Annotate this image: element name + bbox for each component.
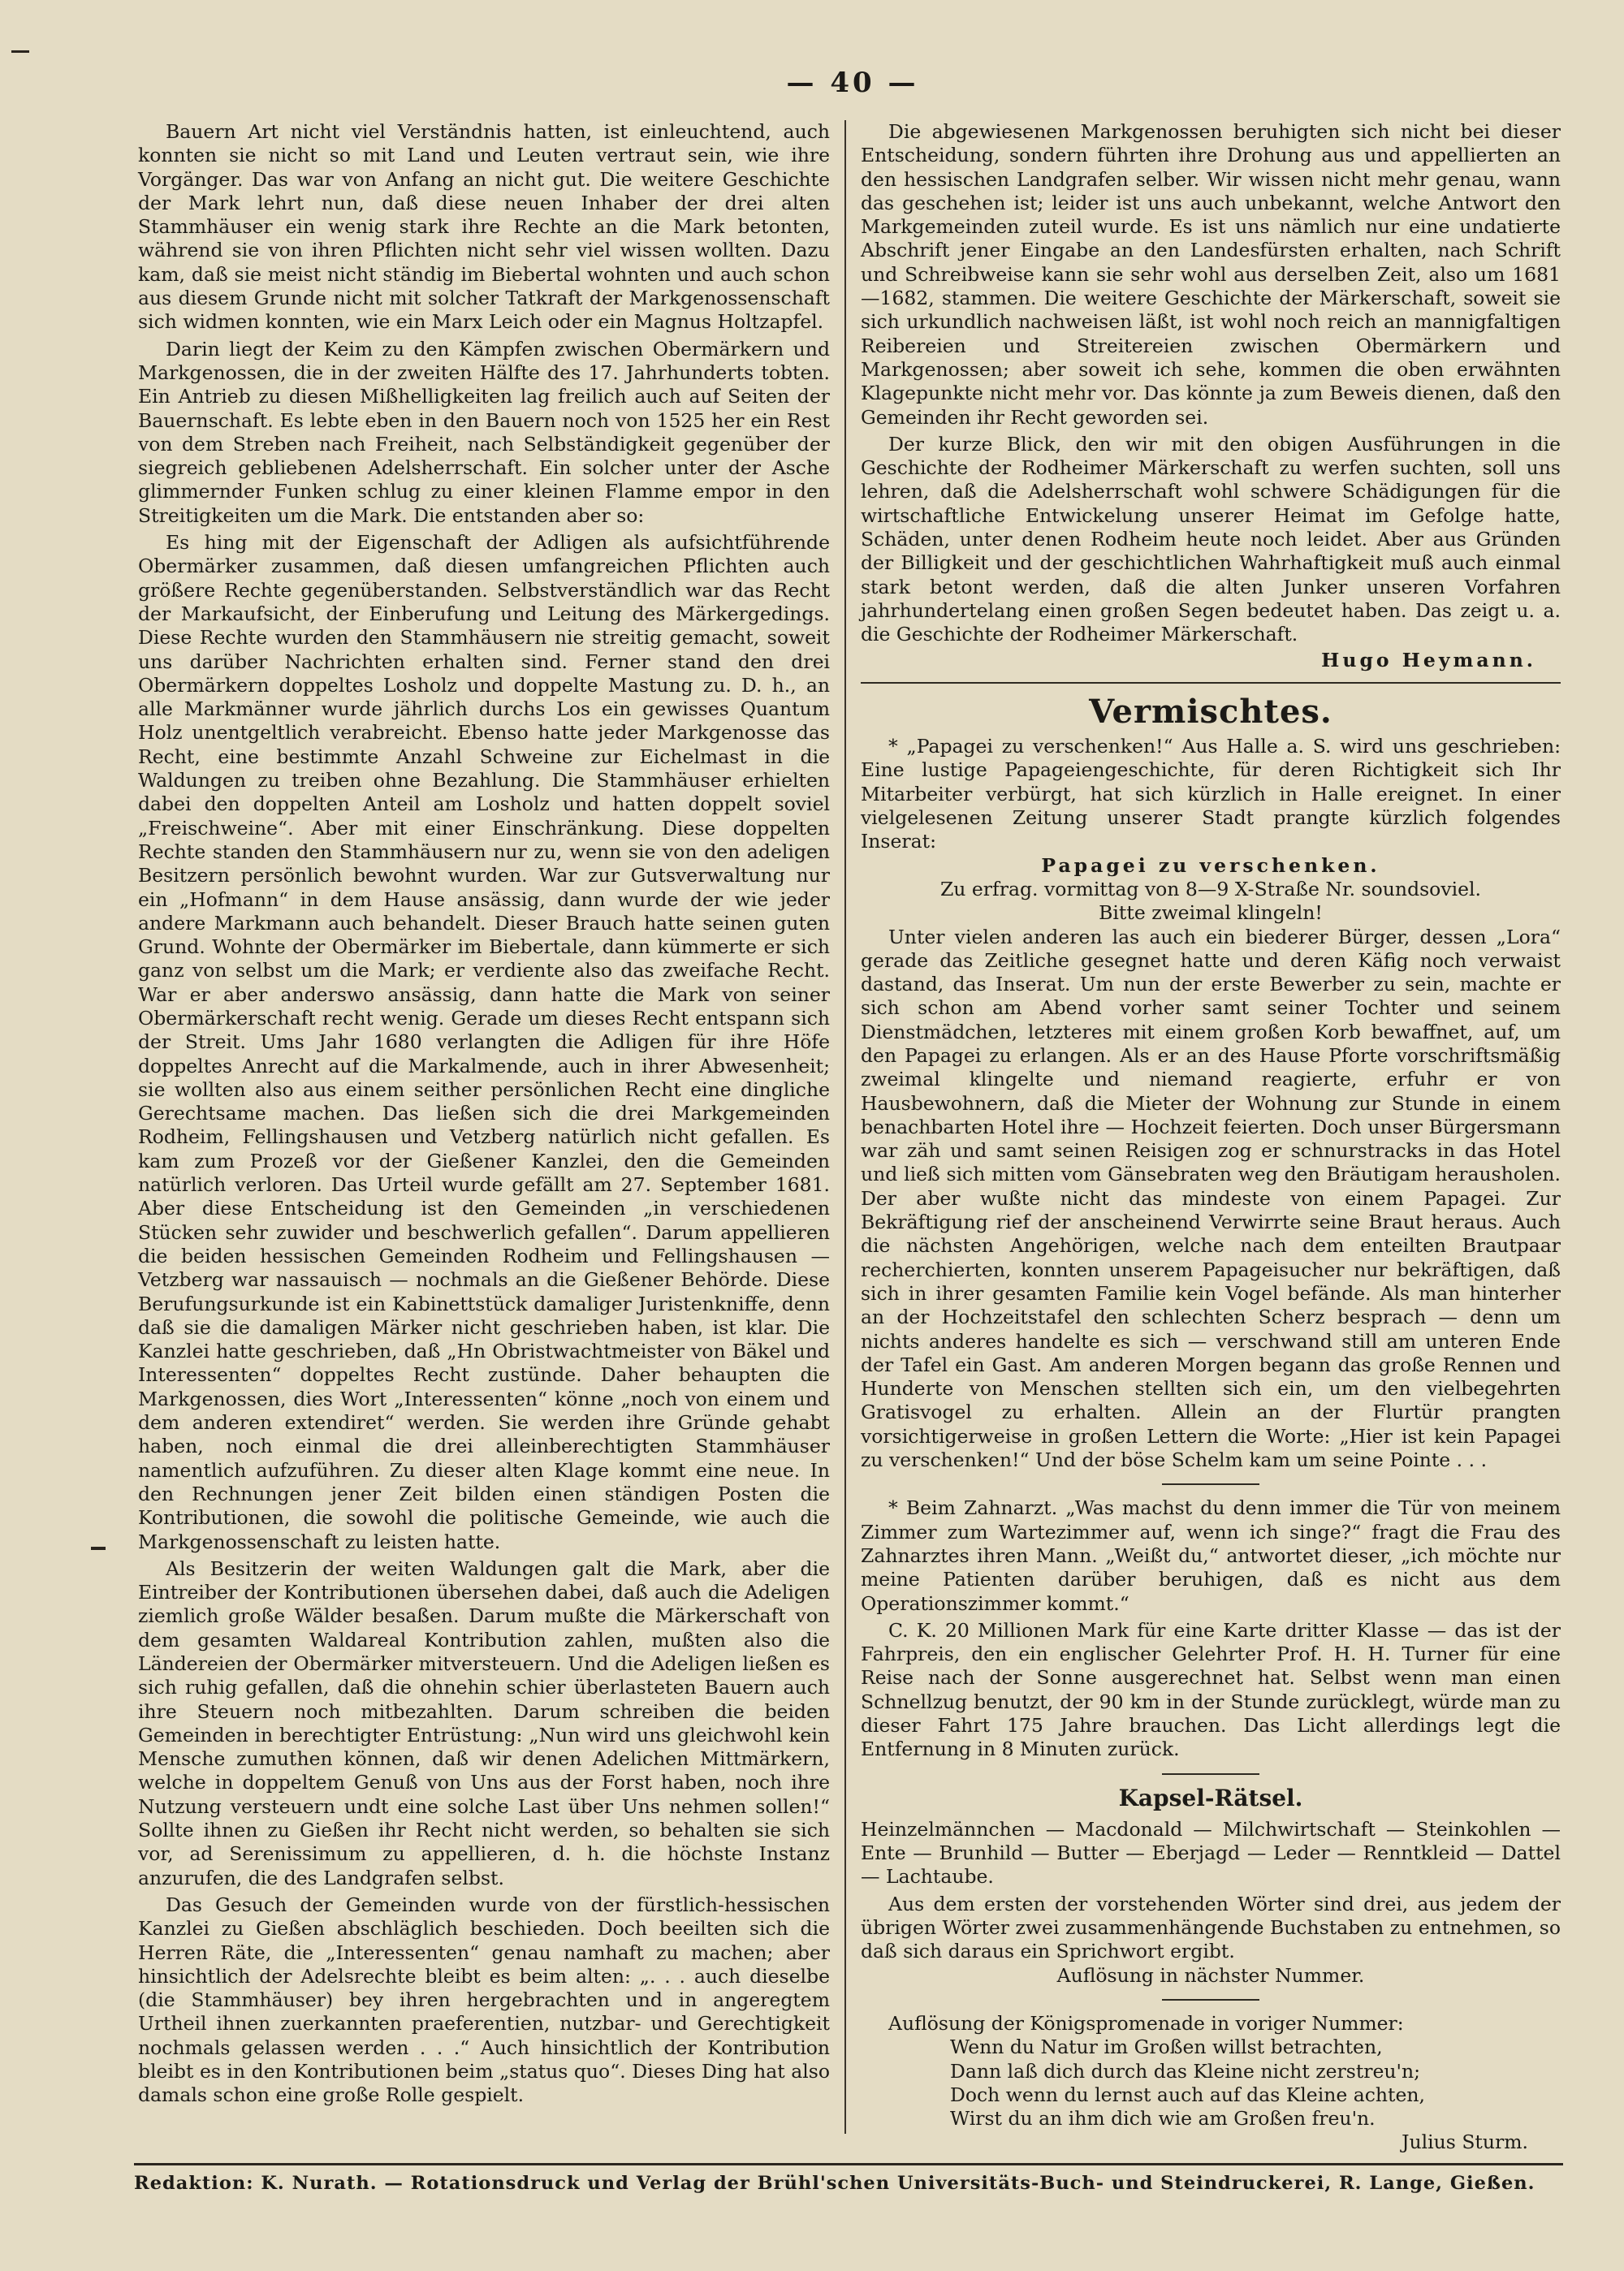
poem-line: Wirst du an ihm dich wie am Großen freu'n. xyxy=(950,2107,1376,2131)
poem-line: Wenn du Natur im Großen willst betrachten, xyxy=(950,2036,1383,2059)
solution-poem xyxy=(861,2036,1561,2131)
column-divider xyxy=(844,120,846,2134)
footer-rule xyxy=(134,2163,1563,2165)
article-paragraph: Das Gesuch der Gemeinden wurde von der fürstlich-hessischen Kanzlei zu Gießen abschläglich beschieden. Doch beeilten sich die Herren Räte, die „Interessenten“ genau namhaft zu machen; aber hinsichtlich der Adelsrechte bleibt es beim alten: „. . . auch dieselbe (die Stammhäuser) bey ihren hergebrachten und in angeregtem Urtheil ihnen zuerkannten praeferentien, nutzbar- und Gerechtigkeit nochmals gelassen werden . . .“ Auch hinsichtlich der Kontribution bleibt es in den Kontributionen beim „status quo“. Dieses Ding hat also damals schon eine große Rolle gespielt. xyxy=(138,1893,830,2107)
puzzle-next-note: Auflösung in nächster Nummer. xyxy=(1056,1963,1365,1987)
article-paragraph: Darin liegt der Keim zu den Kämpfen zwischen Obermärkern und Markgenossen, die in der zweiten Hälfte des 17. Jahrhunderts tobten. Ein Antrieb zu diesen Mißhelligkeiten lag freilich auch auf Seiten der Bauernschaft. Es lebte eben in den Bauern noch von 1525 her ein Rest von dem Streben nach Freiheit, nach Selbständigkeit gegenüber der siegreich gebliebenen Adelsherrschaft. Ein solcher unter der Asche glimmernder Funken schlug zu einer kleinen Flamme empor in den Streitigkeiten um die Mark. Die entstanden aber so: xyxy=(138,337,830,527)
news-item-intro: * „Papagei zu verschenken!“ Aus Halle a. S. wird uns geschrieben: Eine lustige Papageiengeschichte, für deren Richtigkeit sich Ihr Mitarbeiter verbürgt, hat sich kürzlich in Halle ereignet. In einer vielgelesenen Zeitung unserer Stadt prangte kürzlich folgendes Inserat: xyxy=(861,735,1561,853)
ad-line: Zu erfrag. vormittag von 8—9 X-Straße Nr. soundsoviel. xyxy=(939,877,1482,900)
puzzle-instruction: Aus dem ersten der vorstehenden Wörter sind drei, aus jedem der übrigen Wörter zwei zusammenhängende Buchstaben zu entnehmen, so daß sich daraus ein Sprichwort ergibt. xyxy=(861,1892,1561,1963)
news-item: C. K. 20 Millionen Mark für eine Karte dritter Klasse — das ist der Fahrpreis, den ein englischer Gelehrter Prof. H. H. Turner für eine Reise nach der Sonne ausgerechnet hat. Selbst wenn man einen Schnellzug benutzt, der 90 km in der Stunde zurücklegt, würde man zu dieser Fahrt 175 Jahre brauchen. Das Licht allerdings legt die Entfernung in 8 Minuten zurück. xyxy=(861,1618,1561,1761)
left-column xyxy=(138,120,830,2108)
imprint-footer: Redaktion: K. Nurath. — Rotationsdruck und Verlag der Brühl'schen Universitäts-Buch- und Steindruckerei, R. Lange, Gießen. xyxy=(134,2173,1535,2194)
ad-line: Bitte zweimal klingeln! xyxy=(1099,901,1323,925)
article-paragraph: Der kurze Blick, den wir mit den obigen Ausführungen in die Geschichte der Rodheimer Märkerschaft zu werfen suchten, soll uns lehren, daß die Adelsherrschaft wohl schwere Schädigungen für die wirtschaftliche Entwickelung unserer Heimat im Gefolge hatte, Schäden, unter denen Rodheim heute noch leidet. Aber aus Gründen der Billigkeit und der geschichtlichen Wahrhaftigkeit muß auch einmal stark betont werden, daß die alten Junker unseren Vorfahren jahrhundertelang einen großen Segen bedeutet haben. Das zeigt u. a. die Geschichte der Rodheimer Märkerschaft. xyxy=(861,432,1561,646)
item-divider xyxy=(1162,1773,1259,1775)
right-column xyxy=(861,120,1561,2155)
poem-line: Dann laß dich durch das Kleine nicht zerstreu'n; xyxy=(950,2059,1421,2083)
poem-author: Julius Sturm. xyxy=(1402,2131,1528,2154)
puzzle-words: Heinzelmännchen — Macdonald — Milchwirtschaft — Steinkohlen — Ente — Brunhild — Butter — Eberjagd — Leder — Renntkleid — Dattel — Lachtaube. xyxy=(861,1817,1561,1889)
article-paragraph: Die abgewiesenen Markgenossen beruhigten sich nicht bei dieser Entscheidung, sondern führten ihre Drohung aus und appellierten an den hessischen Landgrafen selber. Wir wissen nicht mehr genau, wann das geschehen ist; leider ist uns auch unbekannt, welche Antwort den Markgemeinden zuteil wurde. Es ist uns nämlich nur eine undatierte Abschrift jener Eingabe an den Landesfürsten erhalten, nach Schrift und Schreibweise kann sie sehr wohl aus derselben Zeit, also um 1681—1682, stammen. Die weitere Geschichte der Märkerschaft, soweit sie sich urkundlich nachweisen läßt, ist wohl noch reich an mannigfaltigen Reibereien und Streitereien zwischen Obermärkern und Markgenossen; aber soweit ich sehe, kommen die oben erwähnten Klagepunkte nicht mehr vor. Das könnte ja zum Beweis dienen, daß den Gemeinden ihr Recht geworden sei. xyxy=(861,120,1561,429)
section-title: Vermischtes. xyxy=(1089,692,1332,731)
poem-line: Doch wenn du lernst auch auf das Kleine achten, xyxy=(950,2083,1426,2106)
edge-mark xyxy=(91,1547,106,1550)
solution-heading: Auflösung der Königspromenade in voriger Nummer: xyxy=(888,2011,1404,2035)
article-paragraph: Es hing mit der Eigenschaft der Adligen als aufsichtführende Obermärker zusammen, daß diesen umfangreichen Pflichten auch größere Rechte gegenüberstanden. Selbstverständlich war das Recht der Markaufsicht, der Einberufung und Leitung des Märkergedings. Diese Rechte wurden den Stammhäusern nie streitig gemacht, soweit uns darüber Nachrichten erhalten sind. Ferner stand den drei Obermärkern doppeltes Losholz und doppelte Mastung zu. D. h., an alle Markmänner wurde jährlich durchs Los ein gewisses Quantum Holz unentgeltlich verabreicht. Ebenso hatte jeder Markgenosse das Recht, eine bestimmte Anzahl Schweine zur Eichelmast in die Waldungen zu treiben ohne Bezahlung. Die Stammhäuser erhielten dabei den doppelten Anteil am Losholz und hatten doppelt soviel „Freischweine“. Aber mit einer Einschränkung. Diese doppelten Rechte standen den Stammhäusern nur zu, wenn sie von den adeligen Besitzern persönlich bewohnt wurden. War zur Gutsverwaltung nur ein „Hofmann“ in dem Hause ansässig, dann wurde der wie jeder andere Markmann auch behandelt. Dieser Brauch hatte seinen guten Grund. Wohnte der Obermärker im Biebertale, dann kümmerte er sich ganz von selbst um die Mark; er verdiente also das zweifache Recht. War er aber anderswo ansässig, dann hatte die Mark von seiner Obermärkerschaft recht wenig. Gerade um dieses Recht entspann sich der Streit. Ums Jahr 1680 verlangten die Adligen für ihre Höfe doppeltes Anrecht auf die Markalmende, auch in ihrer Abwesenheit; sie wollten also aus einem seither persönlichen Recht eine dingliche Gerechtsame machen. Das ließen sich die drei Markgemeinden Rodheim, Fellingshausen und Vetzberg natürlich nicht gefallen. Es kam zum Prozeß vor der Gießener Kanzlei, den die Gemeinden natürlich verloren. Das Urteil wurde gefällt am 27. September 1681. Aber diese Entscheidung ist den Gemeinden „in verschiedenen Stücken sehr zuwider und beschwerlich gefallen“. Darum appellieren die beiden hessischen Gemeinden Rodheim und Fellingshausen — Vetzberg war nassauisch — nochmals an die Gießener Behörde. Diese Berufungsurkunde ist ein Kabinettstück damaliger Juristenkniffe, denn daß sie die damaligen Märker nicht geschrieben haben, ist klar. Die Kanzlei hatte geschrieben, daß „Hn Obristwachtmeister von Bäkel und Interessenten“ doppeltes Recht zustünde. Daher behaupten die Markgenossen, dies Wort „Interessenten“ könne „noch von einem und dem anderen extendiret“ werden. Sie werden ihre Gründe gehabt haben, noch einmal die drei alleinberechtigten Stammhäuser namentlich aufzuführen. Zu dieser alten Klage kommt eine neue. In den Rechnungen jener Zeit bilden einen ständigen Posten die Kontributionen, die sowohl die politische Gemeinde, wie auch die Markgenossenschaft zu leisten hatte. xyxy=(138,531,830,1553)
section-divider xyxy=(861,682,1561,684)
puzzle-title: Kapsel-Rätsel. xyxy=(1118,1784,1303,1811)
author-signature: Hugo Heymann. xyxy=(1321,648,1536,671)
corner-mark xyxy=(11,50,29,53)
item-divider xyxy=(1162,1483,1259,1485)
article-paragraph: Bauern Art nicht viel Verständnis hatten, ist einleuchtend, auch konnten sie nicht so mit Land und Leuten vertraut sein, wie ihre Vorgänger. Das war von Anfang an nicht gut. Die weitere Geschichte der Mark lehrt nun, daß diese neuen Inhaber der drei alten Stammhäuser ein wenig stark ihre Rechte an die Mark betonten, während sie von ihren Pflichten nicht sehr viel wissen wollten. Dazu kam, daß sie meist nicht ständig im Biebertal wohnten und auch schon aus diesem Grunde nicht mit solcher Tatkraft der Markgenossenschaft sich widmen konnten, wie ein Marx Leich oder ein Magnus Holtzapfel. xyxy=(138,120,830,334)
page-number: — 40 — xyxy=(786,67,919,99)
item-divider xyxy=(1162,1999,1259,2001)
news-item-story: Unter vielen anderen las auch ein biederer Bürger, dessen „Lora“ gerade das Zeitliche gesegnet hatte und deren Käfig noch verwaist dastand, das Inserat. Um nun der erste Bewerber zu sein, machte er sich schon am Abend vorher samt seiner Tochter und seinem Dienstmädchen, letzteres mit einem großen Korb bewaffnet, auf, um den Papagei zu erlangen. Als er an des Hause Pforte vorschriftsmäßig zweimal klingelte und niemand reagierte, erfuhr er von Hausbewohnern, daß die Mieter der Wohnung zur Stunde in einem benachbarten Hotel ihre — Hochzeit feierten. Doch unser Bürgersmann war zäh und samt seinen Reisigen zog er schnurstracks in das Hotel und ließ sich mitten vom Gänsebraten weg den Bräutigam herausholen. Der aber wußte nicht das mindeste von einem Papagei. Zur Bekräftigung rief der anscheinend Verwirrte seine Braut heraus. Auch die nächsten Angehörigen, welche nach dem enteilten Brautpaar recherchierten, konnten unserem Papageisucher nur bekräftigen, daß sich in ihrer gesamten Familie kein Vogel befände. Als man hinterher an der Hochzeitstafel den schlechten Scherz besprach — denn um nichts anderes handelte es sich — verschwand still am unteren Ende der Tafel ein Gast. Am anderen Morgen begann das große Rennen und Hunderte von Menschen stellten sich ein, um den vielbegehrten Gratisvogel zu erhalten. Allein an der Flurtür prangten vorsichtigerweise in großen Lettern die Worte: „Hier ist kein Papagei zu verschenken!“ Und der böse Schelm kam um seine Pointe . . . xyxy=(861,925,1561,1472)
article-paragraph: Als Besitzerin der weiten Waldungen galt die Mark, aber die Eintreiber der Kontributionen übersehen dabei, daß auch die Adeligen ziemlich große Wälder besaßen. Darum mußte die Märkerschaft von dem gesamten Waldareal Kontribution zahlen, mußten also die Ländereien der Obermärker mitversteuern. Und die Adeligen ließen es sich ruhig gefallen, daß die ohnehin schier überlasteten Bauern auch ihre Steuern noch mitbezahlten. Darum schreiben die beiden Gemeinden in berechtigter Entrüstung: „Nun wird uns gleichwohl kein Mensche zumuthen können, daß wir denen Adelichen Mittmärkern, welche in doppeltem Genuß von Uns aus der Forst haben, noch ihre Nutzung versteuern undt eine solche Last über Uns nehmen sollen!“ Sollte ihnen zu Gießen ihr Recht nicht werden, so behalten sie sich vor, ad Serenissimum zu appellieren, d. h. die höchste Instanz anzurufen, die des Landgrafen selbst. xyxy=(138,1556,830,1889)
ad-title: Papagei zu verschenken. xyxy=(1041,853,1380,877)
news-item: * Beim Zahnarzt. „Was machst du denn immer die Tür von meinem Zimmer zum Wartezimmer auf, wenn ich singe?“ fragt die Frau des Zahnarztes ihren Mann. „Weißt du,“ antwortet dieser, „ich möchte nur meine Patienten darüber beruhigen, daß es nicht aus dem Operationszimmer kommt.“ xyxy=(861,1496,1561,1615)
